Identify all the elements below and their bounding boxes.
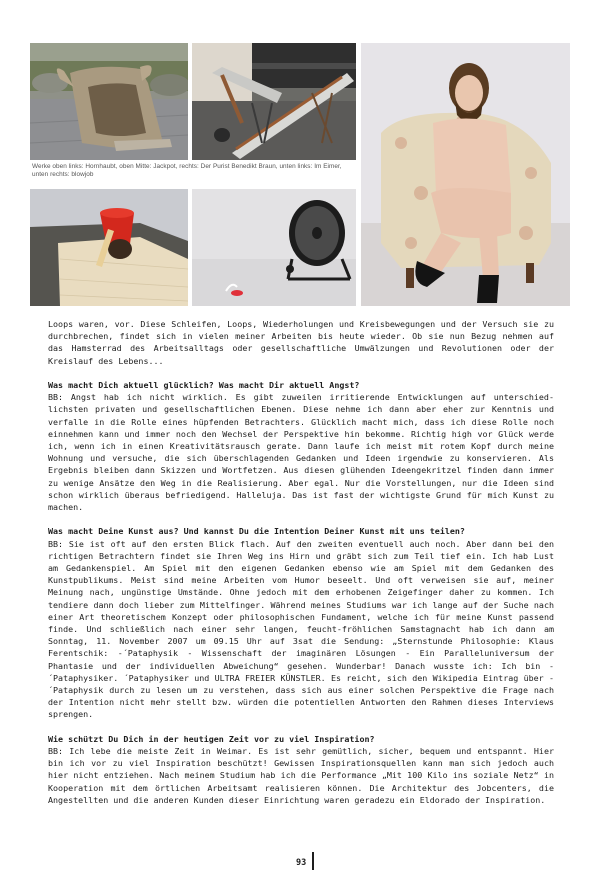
photo-hornhaubt bbox=[30, 43, 188, 160]
photo-der-purist bbox=[361, 43, 570, 306]
photo-caption: Werke oben links: Hornhaubt, oben Mitte: Jackpot, rechts: Der Purist Benedikt Braun, unten links: Im Eimer, unten rechts: blowjob bbox=[32, 163, 342, 179]
interview-question: Was macht Dich aktuell glücklich? Was macht Dir aktuell Angst? bbox=[48, 380, 360, 390]
interview-answer: BB: Sie ist oft auf den ersten Blick flach. Auf den zweiten eventuell auch noch. Aber dann bei den richtigen Betrachtern findet sie Ihren Weg ins Hirn und gräbt sich zum Teil tief ein. Ich hab Lust am Gedankenspiel. Am Spiel mit den eigenen Gedanken ebenso wie am Spiel mit dem Gedanken des Kunstpublikums. Meist sind meine Arbeiten vom Humor beseelt. Und oft verweisen sie auf, meiner Meinung nach, ungünstige Umstände. Ohne jedoch mit dem erhobenen Zeigefinger daher zu kommen. Ich tendiere dann doch lieber zum Mittelfinger. Während meines Studiums war ich lange auf der Suche nach einer Art theoretischem Konzept oder philosophischen Fundament, welche ich für meine Kunst passend finde. Und schließlich nach einer sehr langen, feucht-fröhlichen Samstagnacht hab ich dann am Sonntag, 11. November 2007 um 09.15 Uhr auf 3sat die Sendung: „Sternstunde Philosophie: Klaus Ferentschik: -´Pataphysik - Wissenschaft der imaginären Lösungen - Ein Paralleluniversum der Phantasie und der individuellen Abweichung“ gesehen. Wunderbar! Danach wusste ich: Ich bin -´Pataphysiker. ´Pataphysiker und ULTRA FREIER KÜNSTLER. Es reicht, sich den Wikipedia Eintrag über -´Pataphysik durch zu lesen um zu verstehen, dass sich aus einer solchen Perspektive die Frage nach der Intention nicht mehr stellt bzw. würden die potentiellen Antworten den Rahmen dieses Interviews sprengen. bbox=[48, 538, 554, 720]
photo-jackpot bbox=[192, 43, 356, 160]
article-body bbox=[48, 318, 554, 806]
photo-blowjob bbox=[192, 189, 356, 306]
interview-question: Wie schützt Du Dich in der heutigen Zeit vor zu viel Inspiration? bbox=[48, 733, 375, 744]
interview-answer: BB: Ich lebe die meiste Zeit in Weimar. Es ist sehr gemütlich, sicher, bequem und entspannt. Hier bin ich vor zu viel Inspiration beschützt! Gewissen Inspirationsquellen kann man sich jedoch auch hier nicht entziehen. Nach meinem Studium hab ich die Performance „Mit 100 Kilo ins soziale Netz“ in Kooperation mit dem örtlichen Arbeitsamt realisieren können. Die Architektur des Jobcenters, die Angestellten und die anderen Kunden dieser Einrichtung waren geradezu ein Eldorado der Inspiration. bbox=[48, 746, 554, 805]
interview-answer: BB: Angst hab ich nicht wirklich. Es gibt zuweilen irritierende Entwicklungen auf unterschiedlichsten privaten und gesellschaftlichen Ebenen. Diese nehme ich dann aber eher zur Kenntnis und verfalle in die Rolle eines hüpfenden Betrachters. Glücklich macht mich, dass ich diese Rolle noch einnehmen kann und immer noch den Wechsel der Perspektive hin bekomme. Richtig high vor Glück werde ich, wenn ich in einen Kreativitätsrausch gerate. Dann laufe ich meist mit rotem Kopf durch meine Wohnung und versuche, die sich überschlagenden Gedanken und Ideen irgendwie zu konservieren. Als Ergebnis bleiben dann Skizzen und Wortfetzen. Aus diesen glühenden Ideengekritzel finden dann immer zu wenige Ansätze den Weg in die Realisierung. Aber egal. Nur die Vorstellungen, nur die Ideen sind schon wirklich überaus befriedigend. Halleluja. Das ist fast der wichtigste Grund für mich Kunst zu machen. bbox=[48, 392, 554, 513]
interview-question: Was macht Deine Kunst aus? Und kannst Du die Intention Deiner Kunst mit uns teilen? bbox=[48, 526, 465, 537]
page-number-divider bbox=[312, 852, 314, 870]
photo-im-eimer bbox=[30, 189, 188, 306]
page-number: 93 bbox=[296, 858, 307, 868]
article-intro: Loops waren, vor. Diese Schleifen, Loops, Wiederholungen und Kreisbewegungen und der Versuch sie zu durchbrechen, findet sich in vielen meiner Arbeiten bis heute wieder. Ob sie nun Bezug nehmen auf das Hamsterrad des Arbeitsalltags oder gesellschaftliche Umwälzungen und Revolutionen oder der Kreislauf des Lebens... bbox=[48, 319, 554, 366]
